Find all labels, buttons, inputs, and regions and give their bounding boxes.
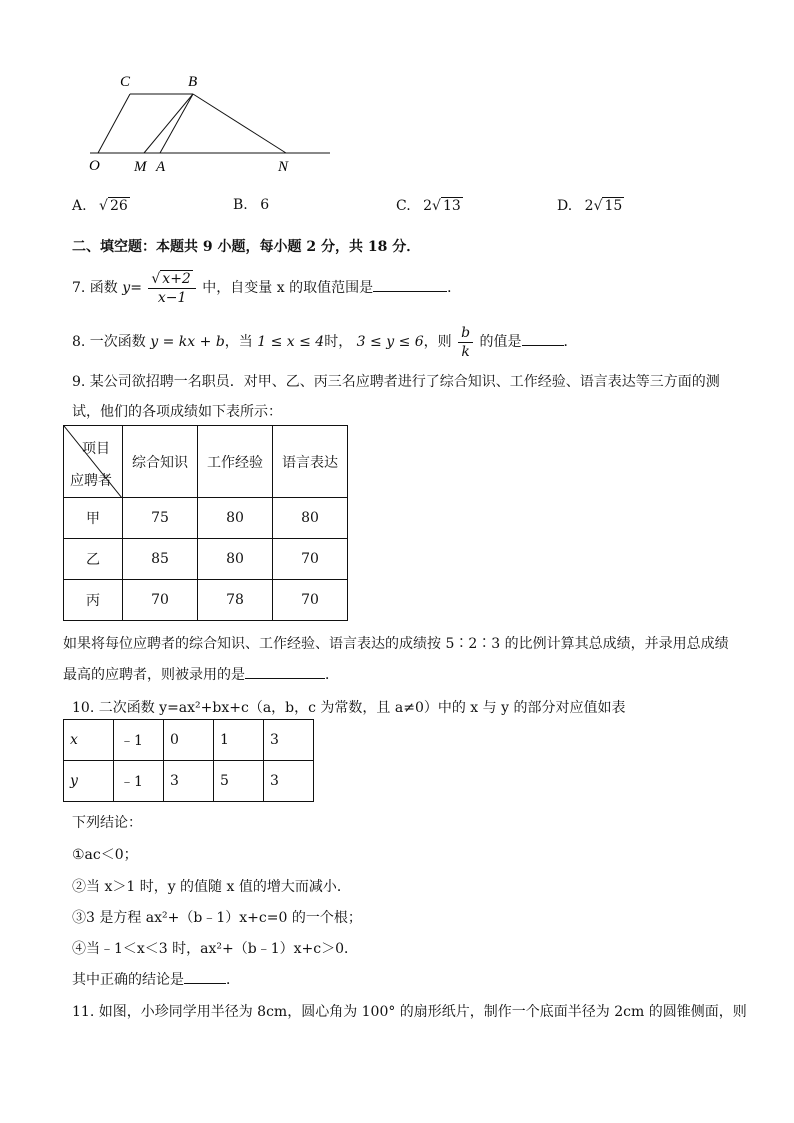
score-cell: 78 (198, 580, 273, 621)
diag-top-label: 项目 (82, 441, 110, 457)
value-cell: 0 (164, 720, 214, 761)
score-table (63, 425, 348, 621)
q6-option-b: B. 6 (233, 197, 270, 213)
score-cell: 70 (123, 580, 198, 621)
candidate-name: 丙 (64, 580, 123, 621)
q10-answer-blank[interactable] (184, 969, 226, 984)
section-2-title: 二、填空题：本题共 9 小题，每小题 2 分，共 18 分． (72, 239, 421, 255)
label-A: A (156, 159, 166, 175)
question-8: 8. 一次函数 y = kx + b，当 1 ≤ x ≤ 4时， 3 ≤ y ≤ 6，则 $\frac{b}{k}$ 的值是 ． (72, 324, 578, 360)
row-label-y: y (64, 761, 114, 802)
q6-option-c: C. 2√ 13 (396, 198, 461, 214)
question-9-after-1: 如果将每位应聘者的综合知识、工作经验、语言表达的成绩按 5∶2∶3 的比例计算其总成绩，并录用总成绩 (63, 636, 729, 652)
geometry-figure (80, 68, 340, 178)
table-row (64, 539, 348, 580)
table-row (64, 720, 314, 761)
diagonal-header-cell (64, 426, 123, 498)
conclusion-1: ①ac＜0； (72, 847, 138, 863)
value-cell: 3 (264, 720, 314, 761)
conclusion-2: ②当 x＞1 时，y 的值随 x 值的增大而减小． (72, 879, 351, 895)
q8-answer-blank[interactable] (522, 331, 564, 346)
header-cell: 工作经验 (198, 426, 273, 498)
header-cell: 语言表达 (273, 426, 348, 498)
table-row (64, 580, 348, 621)
label-N: N (278, 159, 289, 175)
label-C: C (120, 74, 131, 90)
table-header-row (64, 426, 348, 498)
candidate-name: 乙 (64, 539, 123, 580)
conclusion-4: ④当﹣1＜x＜3 时，ax²+（b﹣1）x+c＞0． (72, 941, 358, 957)
candidate-name: 甲 (64, 498, 123, 539)
question-10-intro: 10. 二次函数 y=ax²+bx+c（a，b，c 为常数，且 a≠0）中的 x 与 y 的部分对应值如表 (72, 700, 626, 716)
question-9-line-2: 试，他们的各项成绩如下表所示： (72, 404, 282, 420)
q6-option-d-radicand: 15 (604, 198, 623, 214)
value-table (63, 719, 314, 802)
segment-BN (193, 94, 286, 153)
diag-bottom-label: 应聘者 (70, 473, 112, 489)
label-O: O (89, 158, 100, 174)
table-row (64, 761, 314, 802)
score-cell: 85 (123, 539, 198, 580)
question-10-answer: 其中正确的结论是 ． (72, 969, 240, 989)
q6-option-b-value: 6 (260, 197, 270, 213)
question-9-line-1: 9. 某公司欲招聘一名职员．对甲、乙、丙三名应聘者进行了综合知识、工作经验、语言表达等三方面的测 (72, 374, 720, 390)
question-7: 7. 函数 y= $\frac{√ x+2}{x-1}$ 中，自变量 x 的取值范围是 ． (72, 270, 462, 306)
q7-answer-blank[interactable] (373, 277, 447, 292)
conclusions-title: 下列结论： (72, 815, 142, 831)
score-cell: 70 (273, 580, 348, 621)
segment-BA (160, 94, 193, 153)
score-cell: 70 (273, 539, 348, 580)
segment-BM (144, 94, 193, 153)
question-9-after-2: 最高的应聘者，则被录用的是 ． (63, 664, 339, 684)
conclusion-3: ③3 是方程 ax²+（b﹣1）x+c=0 的一个根； (72, 910, 362, 926)
label-B: B (188, 74, 198, 90)
value-cell: 5 (214, 761, 264, 802)
score-cell: 80 (273, 498, 348, 539)
value-cell: ﹣1 (114, 720, 164, 761)
table-row (64, 498, 348, 539)
q6-option-d: D. 2√ 15 (557, 198, 623, 214)
q7-fraction: $\frac{√ x+2}{x-1}$ (148, 270, 195, 307)
score-cell: 75 (123, 498, 198, 539)
q6-option-a-radicand: 26 (109, 198, 128, 214)
score-cell: 80 (198, 539, 273, 580)
header-cell: 综合知识 (123, 426, 198, 498)
label-M: M (134, 159, 147, 175)
value-cell: 3 (264, 761, 314, 802)
score-cell: 80 (198, 498, 273, 539)
q9-answer-blank[interactable] (245, 664, 325, 679)
value-cell: 3 (164, 761, 214, 802)
value-cell: 1 (214, 720, 264, 761)
q8-fraction: $\frac{b}{k}$ (458, 324, 473, 361)
segment-OC (98, 94, 130, 153)
question-11: 11. 如图，小珍同学用半径为 8cm，圆心角为 100° 的扇形纸片，制作一个底面半径为 2cm 的圆锥侧面，则 (72, 1004, 747, 1020)
q6-option-a: A. √ 26 (72, 198, 128, 214)
value-cell: ﹣1 (114, 761, 164, 802)
row-label-x: x (64, 720, 114, 761)
q6-option-c-radicand: 13 (442, 198, 461, 214)
